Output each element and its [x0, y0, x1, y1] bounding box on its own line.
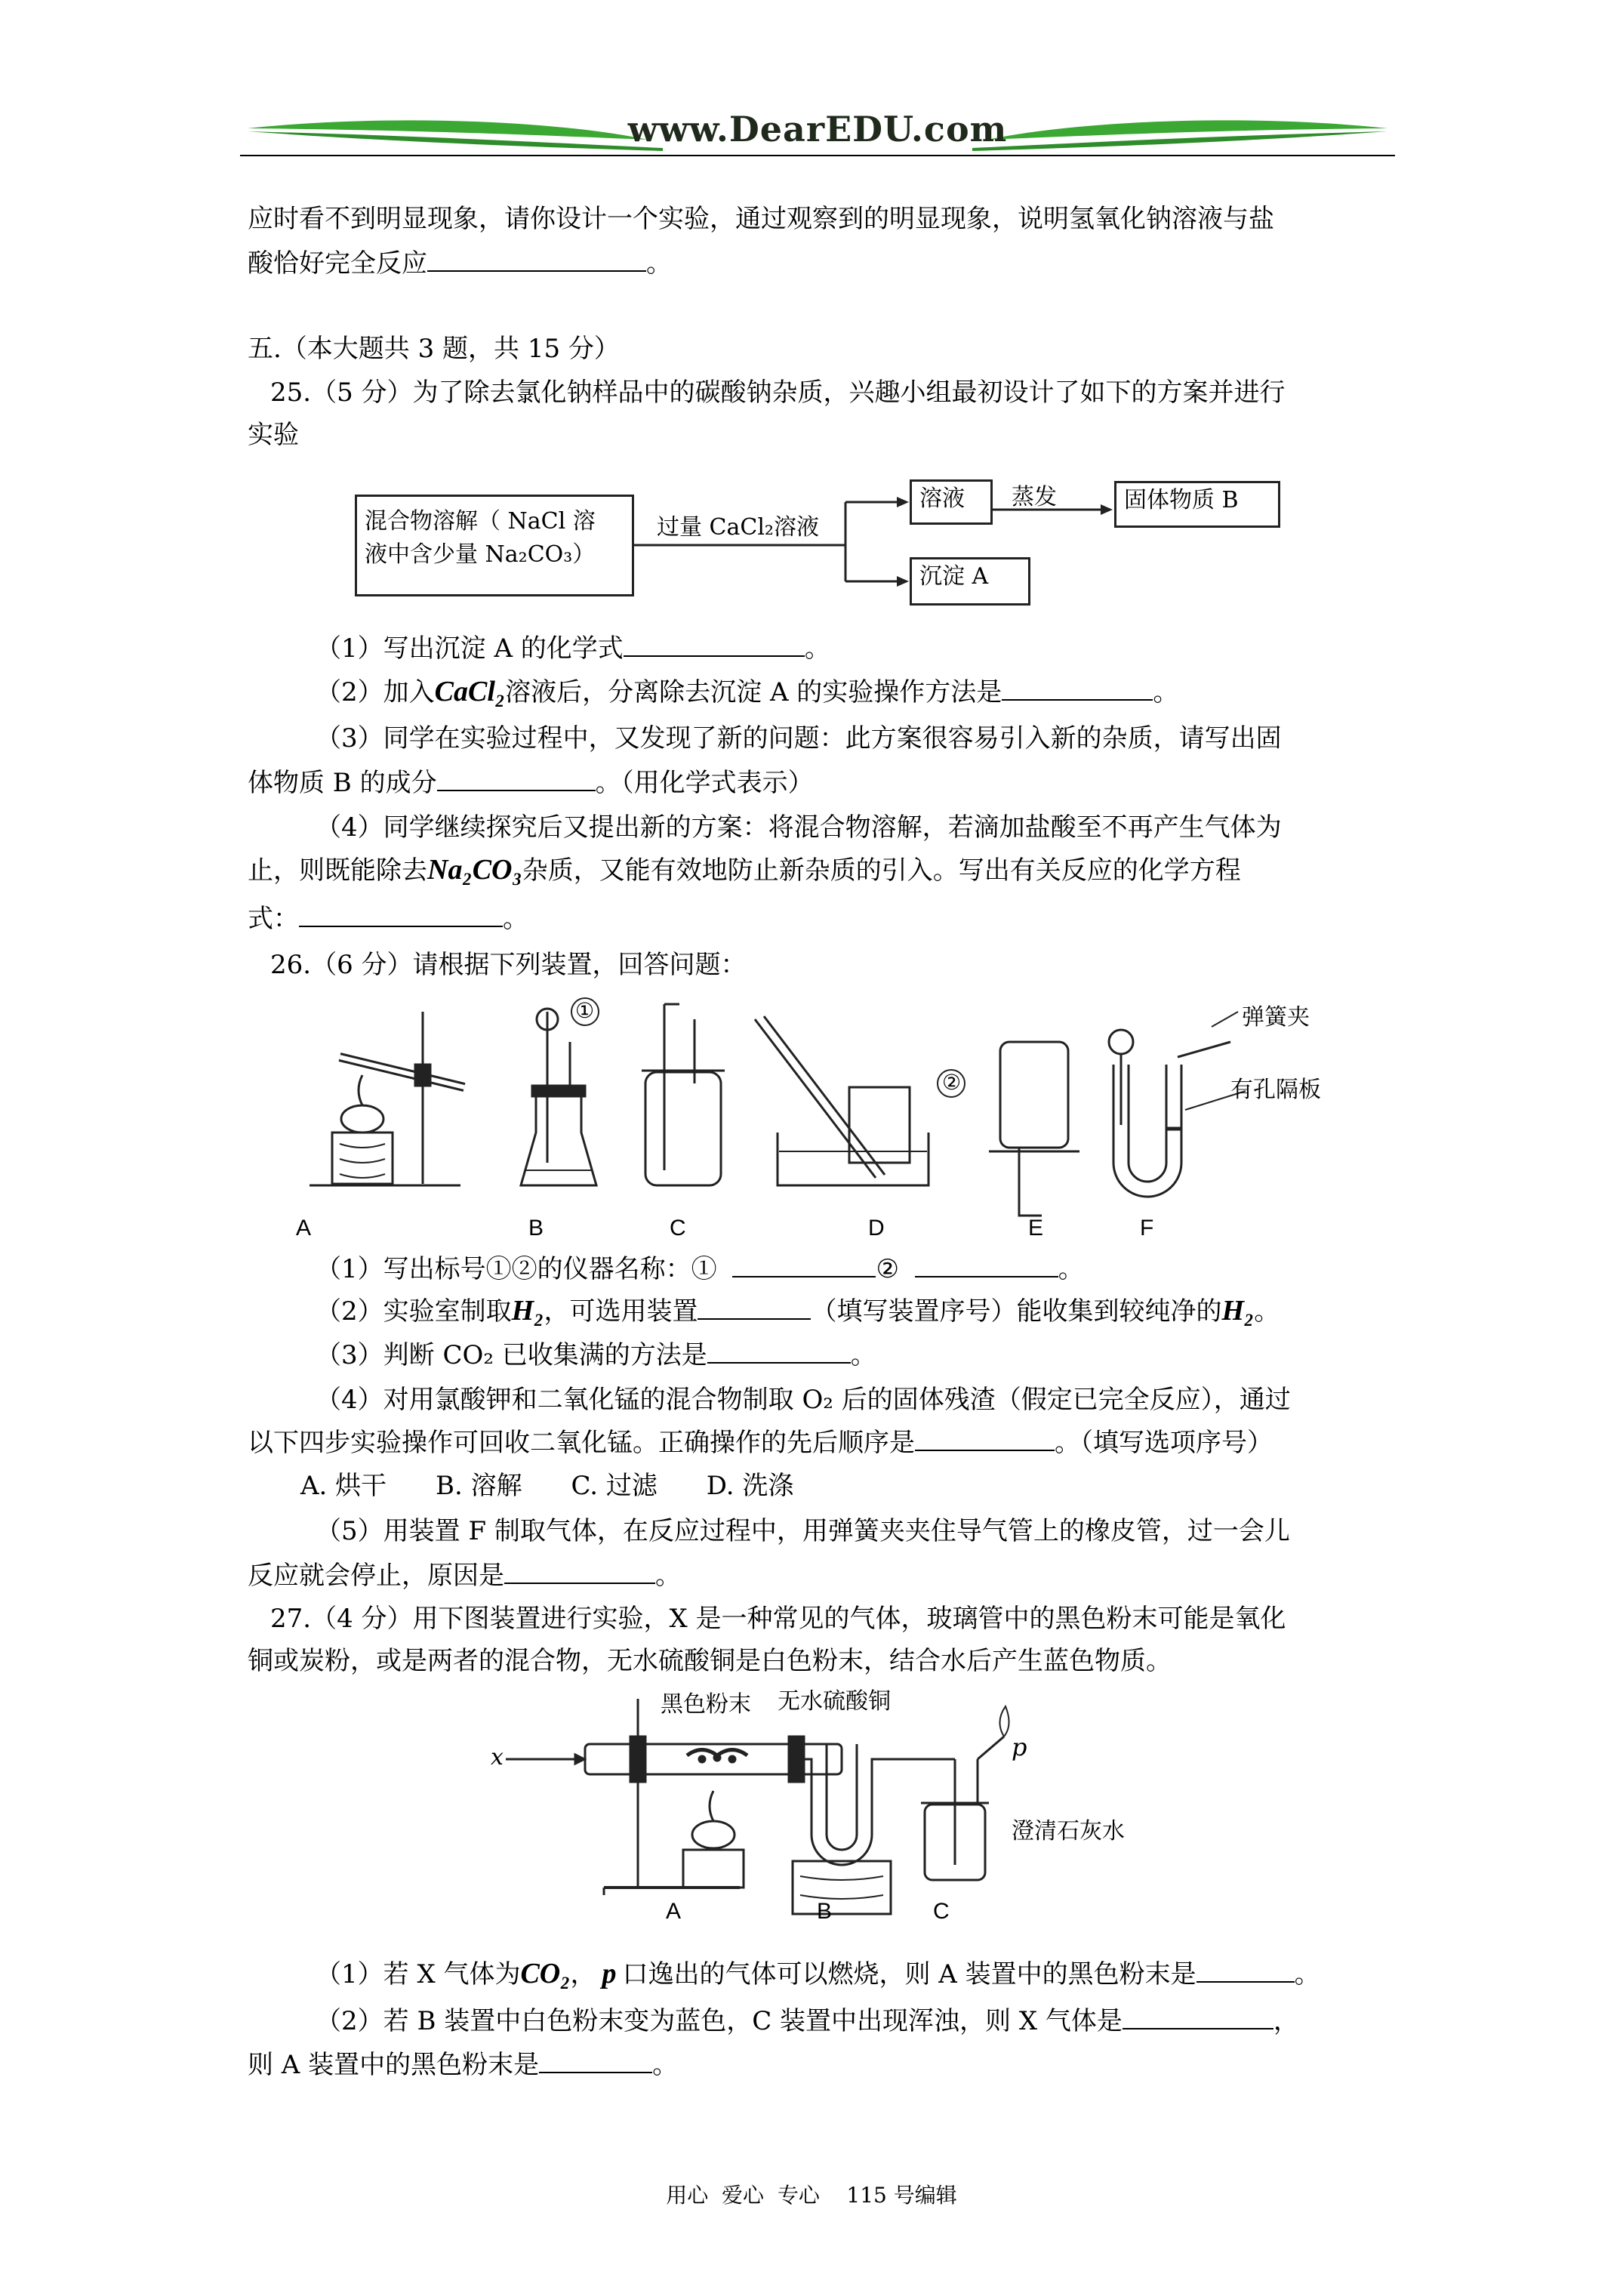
q25-flow-diagram [347, 472, 1283, 653]
q26-part-3-period: 。 [850, 1340, 876, 1370]
q26-options: A. 烘干 B. 溶解 C. 过滤 D. 洗涤 [300, 1471, 794, 1501]
flow-box-solid-b: 固体物质 B [1114, 481, 1280, 528]
apparatus-label-e: E [1028, 1216, 1044, 1240]
q25-part-4-line-3 [248, 903, 528, 934]
label-p: p [1012, 1733, 1027, 1761]
q26-part-1-mark2: ② [876, 1254, 899, 1284]
answer-blank[interactable] [437, 767, 596, 791]
answer-blank[interactable] [732, 1253, 876, 1277]
q27-apparatus-drawing [491, 1684, 1170, 1925]
q27-part-2-text: （2）若 B 装置中白色粉末变为蓝色，C 装置中出现浑浊，则 X 气体是 [316, 2006, 1123, 2036]
q25-line-1: 25.（5 分）为了除去氯化钠样品中的碳酸钠杂质，兴趣小组最初设计了如下的方案并进行 [270, 378, 1286, 408]
label-porous-plate: 有孔隔板 [1230, 1077, 1321, 1103]
label-spring-clip: 弹簧夹 [1242, 1004, 1310, 1031]
q27-part-1-comma: ， [570, 1959, 596, 1989]
q27-label-c: C [933, 1899, 950, 1924]
formula-h2-second: H₂ [1221, 1295, 1255, 1327]
q27-line-2: 铜或炭粉，或是两者的混合物，无水硫酸铜是白色粉末，结合水后产生蓝色物质。 [248, 1646, 1172, 1676]
q25-part-2-period: 。 [1153, 677, 1179, 707]
q26-apparatus-figure [296, 989, 1329, 1240]
q25-part-4-text: 止，则既能除去 [248, 855, 427, 886]
q26-part-4-line-2 [248, 1427, 1273, 1458]
q27-line-1: 27.（4 分）用下图装置进行实验，X 是一种常见的气体，玻璃管中的黑色粉末可能是氧化 [270, 1604, 1286, 1634]
q26-part-2 [316, 1296, 1280, 1327]
answer-blank[interactable] [539, 2049, 652, 2073]
q27-part-1-period: 。 [1294, 1959, 1320, 1989]
q26-part-1-text: （1）写出标号①②的仪器名称：① [316, 1254, 717, 1284]
formula-cacl2: CaCl₂ [434, 676, 506, 707]
answer-blank[interactable] [915, 1253, 1058, 1277]
q27-part-1-text-b: 口逸出的气体可以燃烧，则 A 装置中的黑色粉末是 [622, 1959, 1196, 1989]
q25-part-2 [316, 676, 1178, 707]
answer-blank[interactable] [707, 1339, 851, 1364]
answer-blank[interactable] [504, 1560, 655, 1584]
q26-part-5-text: 反应就会停止，原因是 [248, 1561, 504, 1591]
q27-part-1 [316, 1959, 1320, 1989]
q26-part-2-period: 。 [1254, 1296, 1280, 1327]
label-black-powder: 黑色粉末 [661, 1691, 751, 1718]
answer-blank[interactable] [624, 633, 805, 657]
answer-blank[interactable] [427, 248, 646, 272]
flow-box-mixture-line2: 液中含少量 Na₂CO₃） [365, 541, 596, 568]
intro-line-1: 应时看不到明显现象，请你设计一个实验，通过观察到的明显现象，说明氢氧化钠溶液与盐 [248, 204, 1274, 234]
flow-evaporate-label: 蒸发 [1012, 484, 1057, 510]
apparatus-label-b: B [528, 1216, 544, 1240]
q26-part-1 [316, 1253, 1084, 1284]
q27-part-2-text-b: 则 A 装置中的黑色粉末是 [248, 2050, 540, 2080]
header-banner [240, 106, 1395, 159]
q27-part-1-text: （1）若 X 气体为 [316, 1959, 521, 1989]
q26-part-5-period: 。 [655, 1561, 681, 1591]
answer-blank[interactable] [1123, 2005, 1273, 2029]
q25-part-3-note: 。（用化学式表示） [595, 768, 814, 798]
intro-line-2 [248, 248, 672, 279]
apparatus-label-a: A [296, 1216, 312, 1240]
intro-period: 。 [646, 248, 672, 279]
q26-part-4-line-1: （4）对用氯酸钾和二氧化锰的混合物制取 O₂ 后的固体残渣（假定已完全反应），通过 [316, 1385, 1291, 1415]
apparatus-label-f: F [1140, 1216, 1154, 1240]
q26-part-3 [316, 1339, 876, 1370]
mark-2: ② [942, 1070, 962, 1095]
q25-part-3-text: 体物质 B 的成分 [248, 768, 437, 798]
q25-part-2-text: （2）加入 [316, 677, 435, 707]
q27-part-2-line-1 [316, 2005, 1299, 2036]
formula-h2: H₂ [511, 1295, 544, 1327]
q27-part-2-line-2 [248, 2049, 678, 2080]
apparatus-drawing [302, 989, 1329, 1238]
answer-blank[interactable] [299, 903, 503, 927]
flow-box-mixture-line1: 混合物溶解（ NaCl 溶 [365, 508, 596, 535]
q25-line-2: 实验 [248, 420, 299, 450]
q26-part-5-line-2 [248, 1560, 681, 1591]
answer-blank[interactable] [1002, 676, 1153, 701]
q25-part-1 [316, 633, 830, 664]
label-anhydrous-cuso4: 无水硫酸铜 [778, 1688, 891, 1715]
q27-part-2-comma: ， [1273, 2006, 1299, 2036]
q25-part-4-text-b: 杂质，又能有效地防止新杂质的引入。写出有关反应的化学方程 [522, 855, 1241, 886]
q25-part-1-period: 。 [804, 633, 830, 664]
label-x: x [491, 1744, 504, 1771]
q25-part-3-line-1: （3）同学在实验过程中，又发现了新的问题：此方案很容易引入新的杂质，请写出固 [316, 723, 1282, 754]
q25-part-2-text-b: 溶液后，分离除去沉淀 A 的实验操作方法是 [505, 677, 1002, 707]
formula-na2co3: Na₂CO₃ [427, 854, 522, 886]
q26-part-3-text: （3）判断 CO₂ 已收集满的方法是 [316, 1340, 707, 1370]
mark-1: ① [575, 998, 595, 1023]
q27-part-2-period: 。 [652, 2050, 679, 2080]
formula-p: p [602, 1958, 617, 1989]
intro-text: 酸恰好完全反应 [248, 248, 427, 279]
q26-part-5-line-1: （5）用装置 F 制取气体，在反应过程中，用弹簧夹夹住导气管上的橡皮管，过一会儿 [316, 1516, 1290, 1546]
page-footer: 用心 爱心 专心 115 号编辑 [666, 2183, 957, 2208]
q25-part-4-line-1: （4）同学继续探究后又提出新的方案：将混合物溶解，若滴加盐酸至不再产生气体为 [316, 812, 1282, 843]
formula-co2: CO₂ [520, 1958, 571, 1989]
q26-part-2-text-c: （填写装置序号）能收集到较纯净的 [811, 1296, 1222, 1327]
apparatus-label-c: C [670, 1216, 686, 1240]
answer-blank[interactable] [915, 1427, 1055, 1451]
q27-figure [491, 1684, 1170, 1925]
header-site-text: www.DearEDU.com [627, 109, 1008, 149]
q26-part-2-text: （2）实验室制取 [316, 1296, 512, 1327]
q25-part-4-line-2 [248, 855, 1241, 886]
q26-part-1-period: 。 [1058, 1254, 1084, 1284]
q25-part-4-period: 。 [503, 904, 528, 934]
flow-box-precipitate-a: 沉淀 A [910, 557, 1030, 606]
apparatus-label-d: D [868, 1216, 885, 1240]
q25-part-4-label: 式： [248, 904, 299, 934]
q26-title: 26.（6 分）请根据下列装置，回答问题： [270, 950, 747, 980]
answer-blank[interactable] [698, 1296, 811, 1320]
section-5-title: 五.（本大题共 3 题，共 15 分） [248, 334, 620, 364]
label-limewater: 澄清石灰水 [1012, 1818, 1125, 1845]
flow-box-solution: 溶液 [910, 479, 993, 525]
q25-part-1-text: （1）写出沉淀 A 的化学式 [316, 633, 624, 664]
q25-part-3-line-2 [248, 767, 814, 798]
q26-part-2-text-b: ，可选用装置 [544, 1296, 698, 1327]
q27-label-a: A [666, 1899, 682, 1924]
q27-label-b: B [817, 1899, 833, 1924]
answer-blank[interactable] [1196, 1959, 1295, 1983]
q26-part-4-text: 以下四步实验操作可回收二氧化锰。正确操作的先后顺序是 [248, 1428, 915, 1458]
q26-part-4-note: 。（填写选项序号） [1055, 1428, 1273, 1458]
flow-reagent-label: 过量 CaCl₂溶液 [657, 514, 819, 541]
